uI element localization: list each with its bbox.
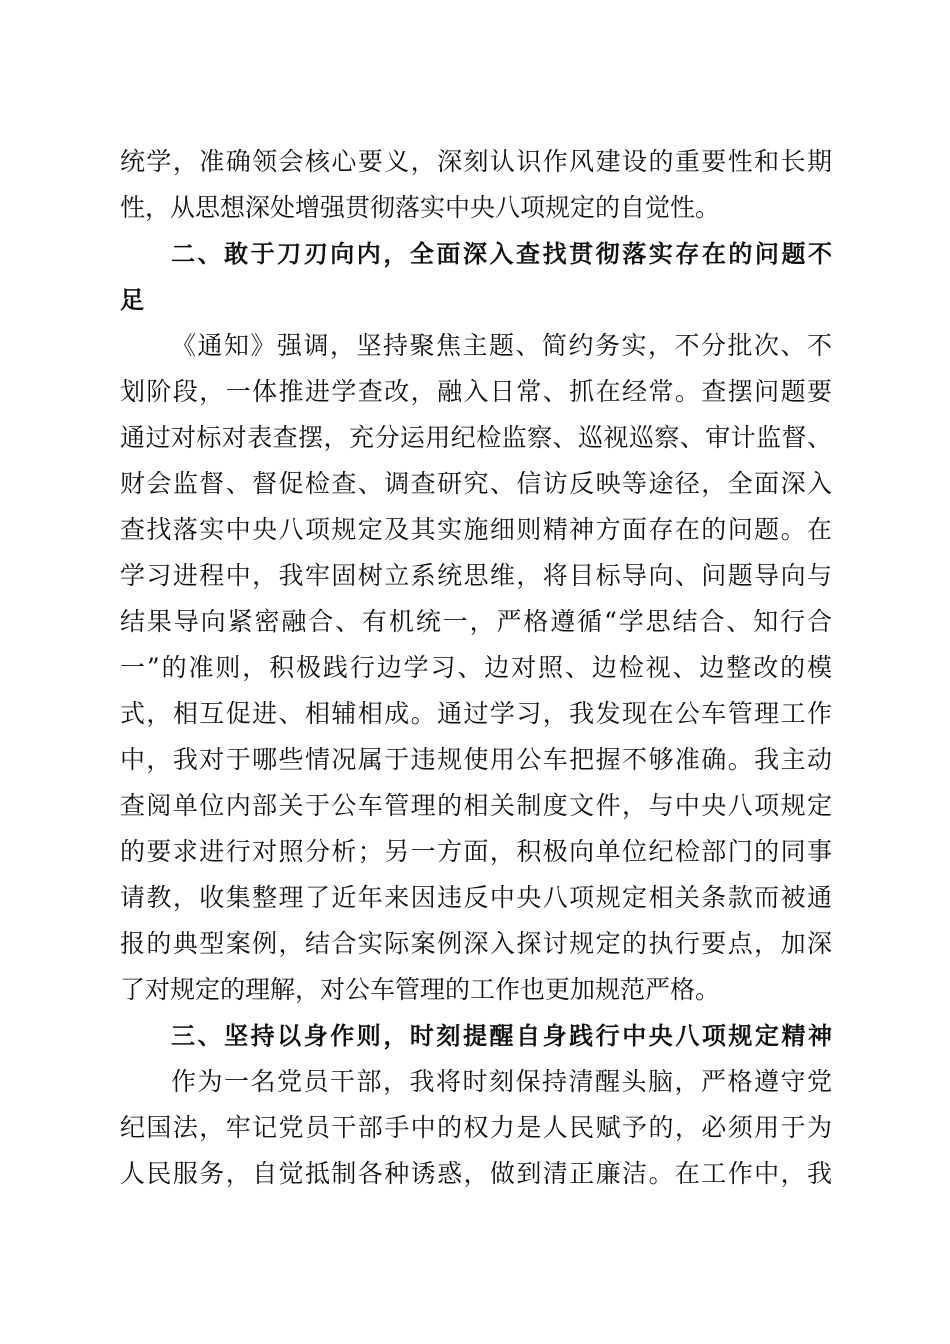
body-text-line: 统学，准确领会核心要义，深刻认识作风建设的重要性和长期 [120, 147, 832, 176]
body-text-line: 作为一名党员干部，我将时刻保持清醒头脑，严格遵守党 [171, 1067, 832, 1096]
body-text-line: 划阶段，一体推进学查改，融入日常、抓在经常。查摆问题要 [120, 377, 832, 406]
body-text-line: 纪国法，牢记党员干部手中的权力是人民赋予的，必须用于为 [120, 1113, 832, 1142]
body-text-line: 性，从思想深处增强贯彻落实中央八项规定的自觉性。 [120, 193, 721, 222]
section-heading: 足 [120, 286, 144, 314]
body-text-line: 通过对标对表查摆，充分运用纪检监察、巡视巡察、审计监督、 [120, 423, 832, 452]
body-text-line: 中，我对于哪些情况属于违规使用公车把握不够准确。我主动 [120, 745, 832, 774]
body-text-line: 学习进程中，我牢固树立系统思维，将目标导向、问题导向与 [120, 561, 832, 590]
body-text-line: 《通知》强调，坚持聚焦主题、简约务实，不分批次、不 [171, 331, 832, 360]
body-text-line: 一”的准则，积极践行边学习、边对照、边检视、边整改的模 [120, 653, 832, 682]
body-text-line: 结果导向紧密融合、有机统一，严格遵循“学思结合、知行合 [120, 607, 832, 636]
section-heading: 二、敢于刀刃向内，全面深入查找贯彻落实存在的问题不 [171, 240, 832, 268]
body-text-line: 查找落实中央八项规定及其实施细则精神方面存在的问题。在 [120, 515, 832, 544]
body-text-line: 查阅单位内部关于公车管理的相关制度文件，与中央八项规定 [120, 791, 832, 820]
body-text-line: 人民服务，自觉抵制各种诱惑，做到清正廉洁。在工作中，我 [120, 1159, 832, 1188]
body-text-line: 财会监督、督促检查、调查研究、信访反映等途径，全面深入 [120, 469, 832, 498]
body-text-line: 式，相互促进、相辅相成。通过学习，我发现在公车管理工作 [120, 699, 832, 728]
body-text-line: 请教，收集整理了近年来因违反中央八项规定相关条款而被通 [120, 883, 832, 912]
body-text-line: 了对规定的理解，对公车管理的工作也更加规范严格。 [120, 975, 721, 1004]
section-heading: 三、坚持以身作则，时刻提醒自身践行中央八项规定精神 [171, 1022, 832, 1050]
body-text-line: 报的典型案例，结合实际案例深入探讨规定的执行要点，加深 [120, 929, 832, 958]
body-text-line: 的要求进行对照分析；另一方面，积极向单位纪检部门的同事 [120, 837, 832, 866]
